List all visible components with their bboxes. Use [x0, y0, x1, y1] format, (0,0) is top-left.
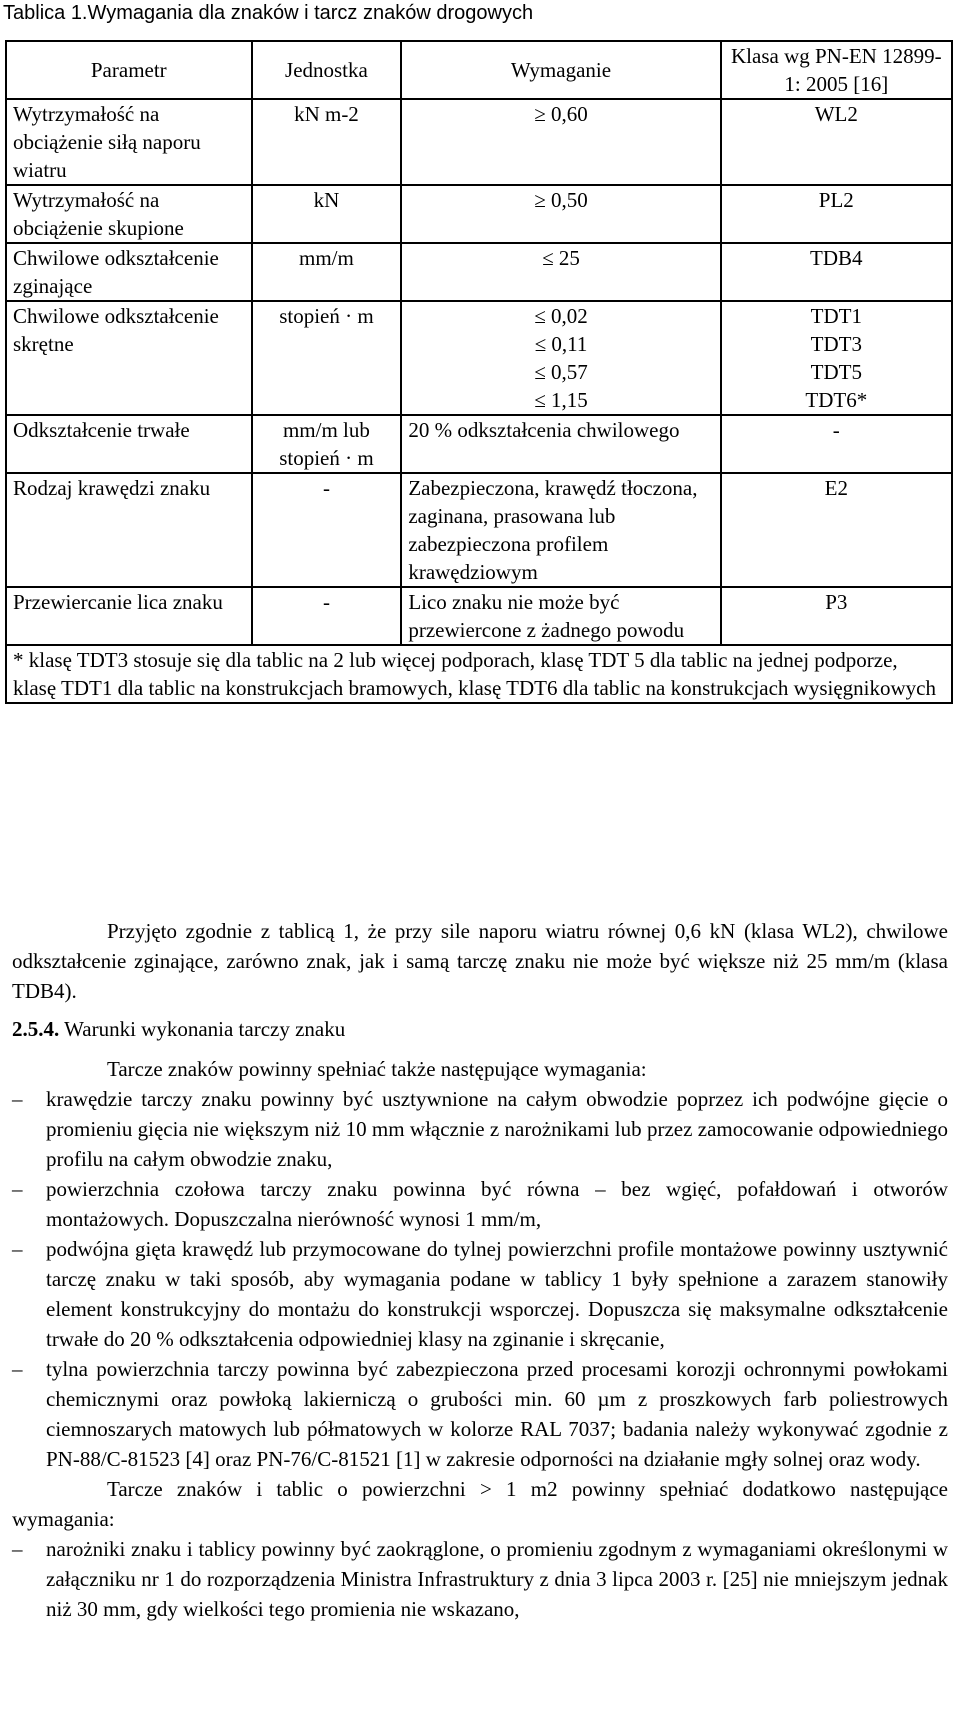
paragraph-large-signs: [12, 1474, 948, 1534]
cell-unit: kN: [252, 185, 402, 243]
cell-class: [721, 99, 952, 185]
section-heading: [12, 1014, 948, 1044]
requirement-value: ≤ 0,02: [534, 304, 588, 328]
requirement-value: ≤ 25: [542, 246, 580, 270]
class-value: TDT1: [810, 304, 862, 328]
cell-requirement: [401, 243, 720, 301]
large-sign-requirement-item: – narożniki znaku i tablicy powinny być zaokrąglone, o promieniu zgodnym z wymaganiami określonymi w załączniku nr 1 do rozporządzenia Ministra Infrastruktury z dnia 3 lipca 2003 r. [25] nie mniejszym jednak niż 30 mm, gdy wielkości tego promienia nie wskazano,: [12, 1534, 948, 1624]
table-row: [6, 243, 952, 301]
cell-requirement: [401, 185, 720, 243]
class-value: -: [832, 418, 840, 442]
requirement-value: Lico znaku nie może być przewiercone z żadnego powodu: [408, 590, 685, 642]
class-value: TDB4: [810, 246, 863, 270]
requirement-item: – podwójna gięta krawędź lub przymocowane do tylnej powierzchni profile montażowe powinny usztywnić tarczę znaku w taki sposób, aby wymagania podane w tablicy 1 były spełnione a zarazem stanowiły element konstrukcyjny do montażu do konstrukcji wsporczej. Dopuszcza się maksymalne odkształcenie trwałe do 20 % odkształcenia odpowiedniej klasy na zginanie i skręcanie,: [12, 1234, 948, 1354]
class-value: TDT3: [810, 332, 862, 356]
para2-text: Tarcze znaków i tablic o powierzchni > 1 m2 powinny spełniać dodatkowo następujące wymagania:: [12, 1477, 948, 1531]
requirement-value: ≤ 1,15: [534, 388, 588, 412]
header-klasa: Klasa wg PN-EN 12899-1: 2005 [16]: [721, 41, 952, 99]
class-value: TDT6*: [805, 388, 868, 412]
cell-parameter: Przewiercanie lica znaku: [6, 587, 252, 645]
class-value: PL2: [818, 188, 854, 212]
section-number: 2.5.4.: [12, 1017, 60, 1041]
cell-requirement: [401, 99, 720, 185]
requirement-value: ≤ 0,11: [534, 332, 588, 356]
class-value: E2: [824, 476, 848, 500]
large-sign-requirements-list: [12, 1534, 948, 1624]
table-row: [6, 99, 952, 185]
table-row: [6, 587, 952, 645]
cell-parameter: Chwilowe odkształcenie zginające: [6, 243, 252, 301]
cell-requirement: [401, 301, 720, 415]
table-header-row: [6, 41, 952, 99]
class-value: P3: [825, 590, 848, 614]
footnote-row: [6, 645, 952, 703]
cell-parameter: Wytrzymałość na obciążenie siłą naporu wiatru: [6, 99, 252, 185]
header-jednostka: Jednostka: [252, 41, 402, 99]
cell-class: [721, 415, 952, 473]
class-value: TDT5: [810, 360, 862, 384]
body-text: [12, 916, 948, 1624]
requirement-value: ≤ 0,57: [534, 360, 588, 384]
cell-unit: mm/m lub stopień · m: [252, 415, 402, 473]
requirement-item: – powierzchnia czołowa tarczy znaku powinna być równa – bez wgięć, pofałdowań i otworów montażowych. Dopuszczalna nierówność wynosi 1 mm/m,: [12, 1174, 948, 1234]
cell-unit: mm/m: [252, 243, 402, 301]
cell-class: [721, 473, 952, 587]
cell-class: [721, 587, 952, 645]
cell-parameter: Chwilowe odkształcenie skrętne: [6, 301, 252, 415]
table-row: [6, 301, 952, 415]
cell-unit: -: [252, 587, 402, 645]
requirement-item: – krawędzie tarczy znaku powinny być usztywnione na całym obwodzie poprzez ich podwójne gięcie o promieniu gięcia nie większym niż 10 mm włącznie z narożnikami lub przez zamocowanie odpowiedniego profilu na całym obwodzie znaku,: [12, 1084, 948, 1174]
cell-requirement: [401, 473, 720, 587]
table-row: [6, 415, 952, 473]
cell-class: [721, 185, 952, 243]
cell-unit: -: [252, 473, 402, 587]
cell-parameter: Odkształcenie trwałe: [6, 415, 252, 473]
header-wymaganie: Wymaganie: [401, 41, 720, 99]
requirement-value: ≥ 0,60: [534, 102, 588, 126]
cell-unit: kN m-2: [252, 99, 402, 185]
requirement-value: Zabezpieczona, krawędź tłoczona, zaginana, prasowana lub zabezpieczona profilem krawędziowym: [408, 476, 698, 584]
cell-parameter: Wytrzymałość na obciążenie skupione: [6, 185, 252, 243]
table-row: [6, 185, 952, 243]
section-title: Warunki wykonania tarczy znaku: [64, 1017, 346, 1041]
class-value: WL2: [814, 102, 858, 126]
header-parametr: Parametr: [6, 41, 252, 99]
table-caption: Tablica 1.Wymagania dla znaków i tarcz znaków drogowych: [3, 2, 534, 24]
requirement-item: – tylna powierzchnia tarczy powinna być zabezpieczona przed procesami korozji ochronnymi powłokami chemicznymi oraz powłoką lakierniczą o grubości min. 60 µm z proszkowych farb poliestrowych ciemnoszarych matowych lub półmatowych w kolorze RAL 7037; badania należy wykonywać zgodnie z PN-88/C-81523 [4] oraz PN-76/C-81521 [1] w zakresie odporności na działanie mgły solnej oraz wody.: [12, 1354, 948, 1474]
cell-class: [721, 301, 952, 415]
paragraph-conclusion: Przyjęto zgodnie z tablicą 1, że przy sile naporu wiatru równej 0,6 kN (klasa WL2), chwilowe odkształcenie zginające, zarówno znak, jak i samą tarczę znaku nie może być większe niż 25 mm/m (klasa TDB4).: [12, 919, 948, 1003]
cell-class: [721, 243, 952, 301]
requirement-value: ≥ 0,50: [534, 188, 588, 212]
requirements-list: [12, 1084, 948, 1474]
table-row: [6, 473, 952, 587]
requirement-value: 20 % odkształcenia chwilowego: [408, 418, 680, 442]
cell-unit: stopień · m: [252, 301, 402, 415]
table-footnote: * klasę TDT3 stosuje się dla tablic na 2 lub więcej podporach, klasę TDT 5 dla tablic na jednej podporze, klasę TDT1 dla tablic na konstrukcjach bramowych, klasę TDT6 dla tablic na konstrukcjach wysięgnikowych: [6, 645, 952, 703]
requirements-table: [5, 40, 953, 704]
cell-parameter: Rodzaj krawędzi znaku: [6, 473, 252, 587]
cell-requirement: [401, 415, 720, 473]
paragraph-intro: Tarcze znaków powinny spełniać także następujące wymagania:: [107, 1057, 647, 1081]
cell-requirement: [401, 587, 720, 645]
